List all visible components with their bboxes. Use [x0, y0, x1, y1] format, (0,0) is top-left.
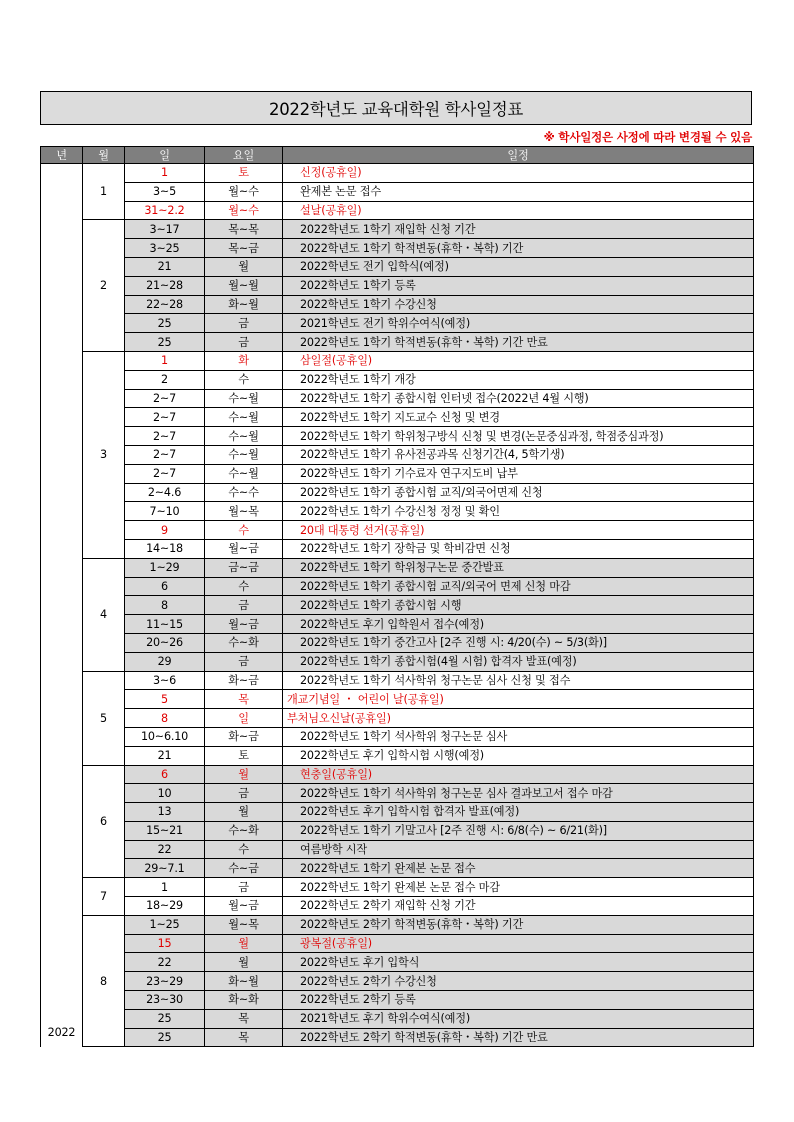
event-cell: 2022학년도 1학기 장학금 및 학비감면 신청: [283, 539, 754, 558]
day-cell: 1: [125, 164, 205, 183]
table-row: [41, 464, 754, 483]
weekday-cell: 화~금: [205, 727, 283, 746]
table-row: [41, 502, 754, 521]
event-cell: 광복절(공휴일): [283, 934, 754, 953]
event-cell: 2022학년도 1학기 등록: [283, 276, 754, 295]
event-cell: 2022학년도 1학기 학위청구논문 중간발표: [283, 558, 754, 577]
event-cell: 2022학년도 2학기 등록: [283, 991, 754, 1010]
event-cell: 2022학년도 1학기 수강신청: [283, 295, 754, 314]
month-cell: 7: [83, 878, 125, 916]
table-row: [41, 859, 754, 878]
day-cell: 25: [125, 333, 205, 352]
day-cell: 25: [125, 314, 205, 333]
schedule-body: [41, 164, 754, 1047]
weekday-cell: 수~월: [205, 464, 283, 483]
weekday-cell: 화~월: [205, 295, 283, 314]
day-cell: 2~7: [125, 389, 205, 408]
table-row: [41, 652, 754, 671]
weekday-cell: 수~화: [205, 633, 283, 652]
weekday-cell: 금: [205, 333, 283, 352]
year-cell: 2022: [41, 164, 83, 1047]
weekday-cell: 화: [205, 351, 283, 370]
event-cell: 2022학년도 1학기 종합시험 인터넷 접수(2022년 4월 시행): [283, 389, 754, 408]
table-row: [41, 521, 754, 540]
event-cell: 2022학년도 1학기 종합시험(4월 시험) 합격자 발표(예정): [283, 652, 754, 671]
month-cell: 4: [83, 558, 125, 671]
day-cell: 13: [125, 803, 205, 822]
day-cell: 1: [125, 351, 205, 370]
table-row: [41, 333, 754, 352]
event-cell: 부처님오신날(공휴일): [283, 709, 754, 728]
day-cell: 15~21: [125, 821, 205, 840]
weekday-cell: 월: [205, 953, 283, 972]
weekday-cell: 월~금: [205, 897, 283, 916]
event-cell: 2022학년도 1학기 완제본 논문 접수: [283, 859, 754, 878]
day-cell: 6: [125, 577, 205, 596]
weekday-cell: 화~월: [205, 972, 283, 991]
day-cell: 3~6: [125, 671, 205, 690]
event-cell: 2022학년도 1학기 수강신청 정정 및 확인: [283, 502, 754, 521]
table-header-row: [41, 147, 754, 164]
event-cell: 완제본 논문 접수: [283, 182, 754, 201]
schedule-change-note: ※ 학사일정은 사정에 따라 변경될 수 있음: [543, 130, 752, 144]
day-cell: 1: [125, 878, 205, 897]
event-cell: 2022학년도 후기 입학시험 합격자 발표(예정): [283, 803, 754, 822]
event-cell: 현충일(공휴일): [283, 765, 754, 784]
weekday-cell: 수: [205, 577, 283, 596]
day-cell: 8: [125, 596, 205, 615]
table-row: [41, 182, 754, 201]
day-cell: 5: [125, 690, 205, 709]
weekday-cell: 목~목: [205, 220, 283, 239]
day-cell: 10: [125, 784, 205, 803]
day-cell: 14~18: [125, 539, 205, 558]
weekday-cell: 금: [205, 314, 283, 333]
day-cell: 3~5: [125, 182, 205, 201]
event-cell: 설날(공휴일): [283, 201, 754, 220]
header-weekday: 요일: [205, 147, 283, 164]
day-cell: 10~6.10: [125, 727, 205, 746]
event-cell: 2022학년도 2학기 재입학 신청 기간: [283, 897, 754, 916]
table-row: [41, 257, 754, 276]
table-row: [41, 840, 754, 859]
weekday-cell: 수~월: [205, 427, 283, 446]
day-cell: 21: [125, 746, 205, 765]
event-cell: 2022학년도 1학기 석사학위 청구논문 심사: [283, 727, 754, 746]
weekday-cell: 수~월: [205, 389, 283, 408]
day-cell: 9: [125, 521, 205, 540]
event-cell: 2022학년도 1학기 학적변동(휴학・복학) 기간 만료: [283, 333, 754, 352]
table-row: [41, 276, 754, 295]
weekday-cell: 화~화: [205, 991, 283, 1010]
day-cell: 11~15: [125, 615, 205, 634]
table-row: [41, 408, 754, 427]
day-cell: 2~7: [125, 408, 205, 427]
academic-schedule-table: [40, 146, 754, 1047]
day-cell: 31~2.2: [125, 201, 205, 220]
table-row: [41, 953, 754, 972]
table-row: [41, 351, 754, 370]
table-row: [41, 934, 754, 953]
weekday-cell: 월~금: [205, 615, 283, 634]
event-cell: 2022학년도 1학기 종합시험 교직/외국어면제 신청: [283, 483, 754, 502]
weekday-cell: 일: [205, 709, 283, 728]
day-cell: 8: [125, 709, 205, 728]
header-year: 년: [41, 147, 83, 164]
table-row: [41, 897, 754, 916]
month-cell: 1: [83, 164, 125, 220]
weekday-cell: 토: [205, 164, 283, 183]
table-row: [41, 220, 754, 239]
event-cell: 2022학년도 2학기 학적변동(휴학・복학) 기간: [283, 915, 754, 934]
event-cell: 여름방학 시작: [283, 840, 754, 859]
day-cell: 22: [125, 953, 205, 972]
table-row: [41, 709, 754, 728]
weekday-cell: 목: [205, 1028, 283, 1047]
weekday-cell: 월: [205, 934, 283, 953]
day-cell: 1~29: [125, 558, 205, 577]
event-cell: 2022학년도 1학기 개강: [283, 370, 754, 389]
event-cell: 2022학년도 1학기 종합시험 시행: [283, 596, 754, 615]
event-cell: 2022학년도 1학기 학적변동(휴학・복학) 기간: [283, 239, 754, 258]
table-row: [41, 690, 754, 709]
table-row: [41, 746, 754, 765]
weekday-cell: 목: [205, 1009, 283, 1028]
table-row: [41, 295, 754, 314]
table-row: [41, 1028, 754, 1047]
table-row: [41, 1009, 754, 1028]
event-cell: 2021학년도 전기 학위수여식(예정): [283, 314, 754, 333]
weekday-cell: 월~목: [205, 502, 283, 521]
event-cell: 2022학년도 1학기 지도교수 신청 및 변경: [283, 408, 754, 427]
event-cell: 2021학년도 후기 학위수여식(예정): [283, 1009, 754, 1028]
day-cell: 29: [125, 652, 205, 671]
table-row: [41, 577, 754, 596]
event-cell: 2022학년도 2학기 학적변동(휴학・복학) 기간 만료: [283, 1028, 754, 1047]
day-cell: 2~7: [125, 445, 205, 464]
weekday-cell: 금: [205, 652, 283, 671]
weekday-cell: 수: [205, 840, 283, 859]
page-title: 2022학년도 교육대학원 학사일정표: [40, 91, 752, 125]
event-cell: 20대 대통령 선거(공휴일): [283, 521, 754, 540]
day-cell: 25: [125, 1009, 205, 1028]
day-cell: 2~7: [125, 464, 205, 483]
day-cell: 23~29: [125, 972, 205, 991]
event-cell: 2022학년도 1학기 종합시험 교직/외국어 면제 신청 마감: [283, 577, 754, 596]
event-cell: 2022학년도 후기 입학시험 시행(예정): [283, 746, 754, 765]
day-cell: 15: [125, 934, 205, 953]
weekday-cell: 월~월: [205, 276, 283, 295]
month-cell: 8: [83, 915, 125, 1047]
weekday-cell: 월: [205, 803, 283, 822]
event-cell: 2022학년도 1학기 석사학위 청구논문 심사 신청 및 접수: [283, 671, 754, 690]
day-cell: 2~4.6: [125, 483, 205, 502]
table-row: [41, 615, 754, 634]
event-cell: 개교기념일 ・ 어린이 날(공휴일): [283, 690, 754, 709]
day-cell: 29~7.1: [125, 859, 205, 878]
month-cell: 3: [83, 351, 125, 558]
event-cell: 2022학년도 1학기 재입학 신청 기간: [283, 220, 754, 239]
day-cell: 23~30: [125, 991, 205, 1010]
table-row: [41, 671, 754, 690]
event-cell: 2022학년도 1학기 기말고사 [2주 진행 시: 6/8(수) ~ 6/21(화)]: [283, 821, 754, 840]
weekday-cell: 월~목: [205, 915, 283, 934]
table-row: [41, 784, 754, 803]
weekday-cell: 토: [205, 746, 283, 765]
table-row: [41, 915, 754, 934]
table-row: [41, 727, 754, 746]
table-row: [41, 483, 754, 502]
weekday-cell: 수~월: [205, 408, 283, 427]
weekday-cell: 목~금: [205, 239, 283, 258]
weekday-cell: 월: [205, 765, 283, 784]
table-row: [41, 633, 754, 652]
weekday-cell: 수: [205, 370, 283, 389]
header-event: 일정: [283, 147, 754, 164]
day-cell: 3~25: [125, 239, 205, 258]
table-row: [41, 427, 754, 446]
event-cell: 2022학년도 2학기 수강신청: [283, 972, 754, 991]
table-row: [41, 389, 754, 408]
header-day: 일: [125, 147, 205, 164]
table-row: [41, 972, 754, 991]
weekday-cell: 수~화: [205, 821, 283, 840]
day-cell: 22: [125, 840, 205, 859]
event-cell: 2022학년도 1학기 석사학위 청구논문 심사 결과보고서 접수 마감: [283, 784, 754, 803]
weekday-cell: 월~수: [205, 201, 283, 220]
table-row: [41, 558, 754, 577]
day-cell: 25: [125, 1028, 205, 1047]
day-cell: 21: [125, 257, 205, 276]
weekday-cell: 금: [205, 878, 283, 897]
weekday-cell: 월~금: [205, 539, 283, 558]
day-cell: 3~17: [125, 220, 205, 239]
header-month: 월: [83, 147, 125, 164]
weekday-cell: 월: [205, 257, 283, 276]
weekday-cell: 수~월: [205, 445, 283, 464]
table-row: [41, 878, 754, 897]
weekday-cell: 수: [205, 521, 283, 540]
event-cell: 2022학년도 후기 입학식: [283, 953, 754, 972]
day-cell: 22~28: [125, 295, 205, 314]
day-cell: 6: [125, 765, 205, 784]
month-cell: 2: [83, 220, 125, 352]
event-cell: 2022학년도 1학기 중간고사 [2주 진행 시: 4/20(수) ~ 5/3(화)]: [283, 633, 754, 652]
table-row: [41, 596, 754, 615]
event-cell: 2022학년도 전기 입학식(예정): [283, 257, 754, 276]
month-cell: 5: [83, 671, 125, 765]
weekday-cell: 목: [205, 690, 283, 709]
table-row: [41, 803, 754, 822]
weekday-cell: 수~수: [205, 483, 283, 502]
weekday-cell: 금~금: [205, 558, 283, 577]
weekday-cell: 수~금: [205, 859, 283, 878]
table-row: [41, 370, 754, 389]
day-cell: 20~26: [125, 633, 205, 652]
weekday-cell: 월~수: [205, 182, 283, 201]
table-row: [41, 445, 754, 464]
day-cell: 18~29: [125, 897, 205, 916]
table-row: [41, 314, 754, 333]
weekday-cell: 금: [205, 596, 283, 615]
table-row: [41, 991, 754, 1010]
event-cell: 2022학년도 후기 입학원서 접수(예정): [283, 615, 754, 634]
day-cell: 1~25: [125, 915, 205, 934]
day-cell: 2: [125, 370, 205, 389]
table-row: [41, 765, 754, 784]
day-cell: 2~7: [125, 427, 205, 446]
event-cell: 2022학년도 1학기 학위청구방식 신청 및 변경(논문중심과정, 학점중심과정): [283, 427, 754, 446]
event-cell: 삼일절(공휴일): [283, 351, 754, 370]
weekday-cell: 화~금: [205, 671, 283, 690]
event-cell: 신정(공휴일): [283, 164, 754, 183]
table-row: [41, 821, 754, 840]
day-cell: 7~10: [125, 502, 205, 521]
table-row: [41, 539, 754, 558]
table-row: [41, 239, 754, 258]
event-cell: 2022학년도 1학기 완제본 논문 접수 마감: [283, 878, 754, 897]
event-cell: 2022학년도 1학기 기수료자 연구지도비 납부: [283, 464, 754, 483]
event-cell: 2022학년도 1학기 유사전공과목 신청기간(4, 5학기생): [283, 445, 754, 464]
month-cell: 6: [83, 765, 125, 878]
weekday-cell: 금: [205, 784, 283, 803]
table-row: [41, 164, 754, 183]
table-row: [41, 201, 754, 220]
day-cell: 21~28: [125, 276, 205, 295]
